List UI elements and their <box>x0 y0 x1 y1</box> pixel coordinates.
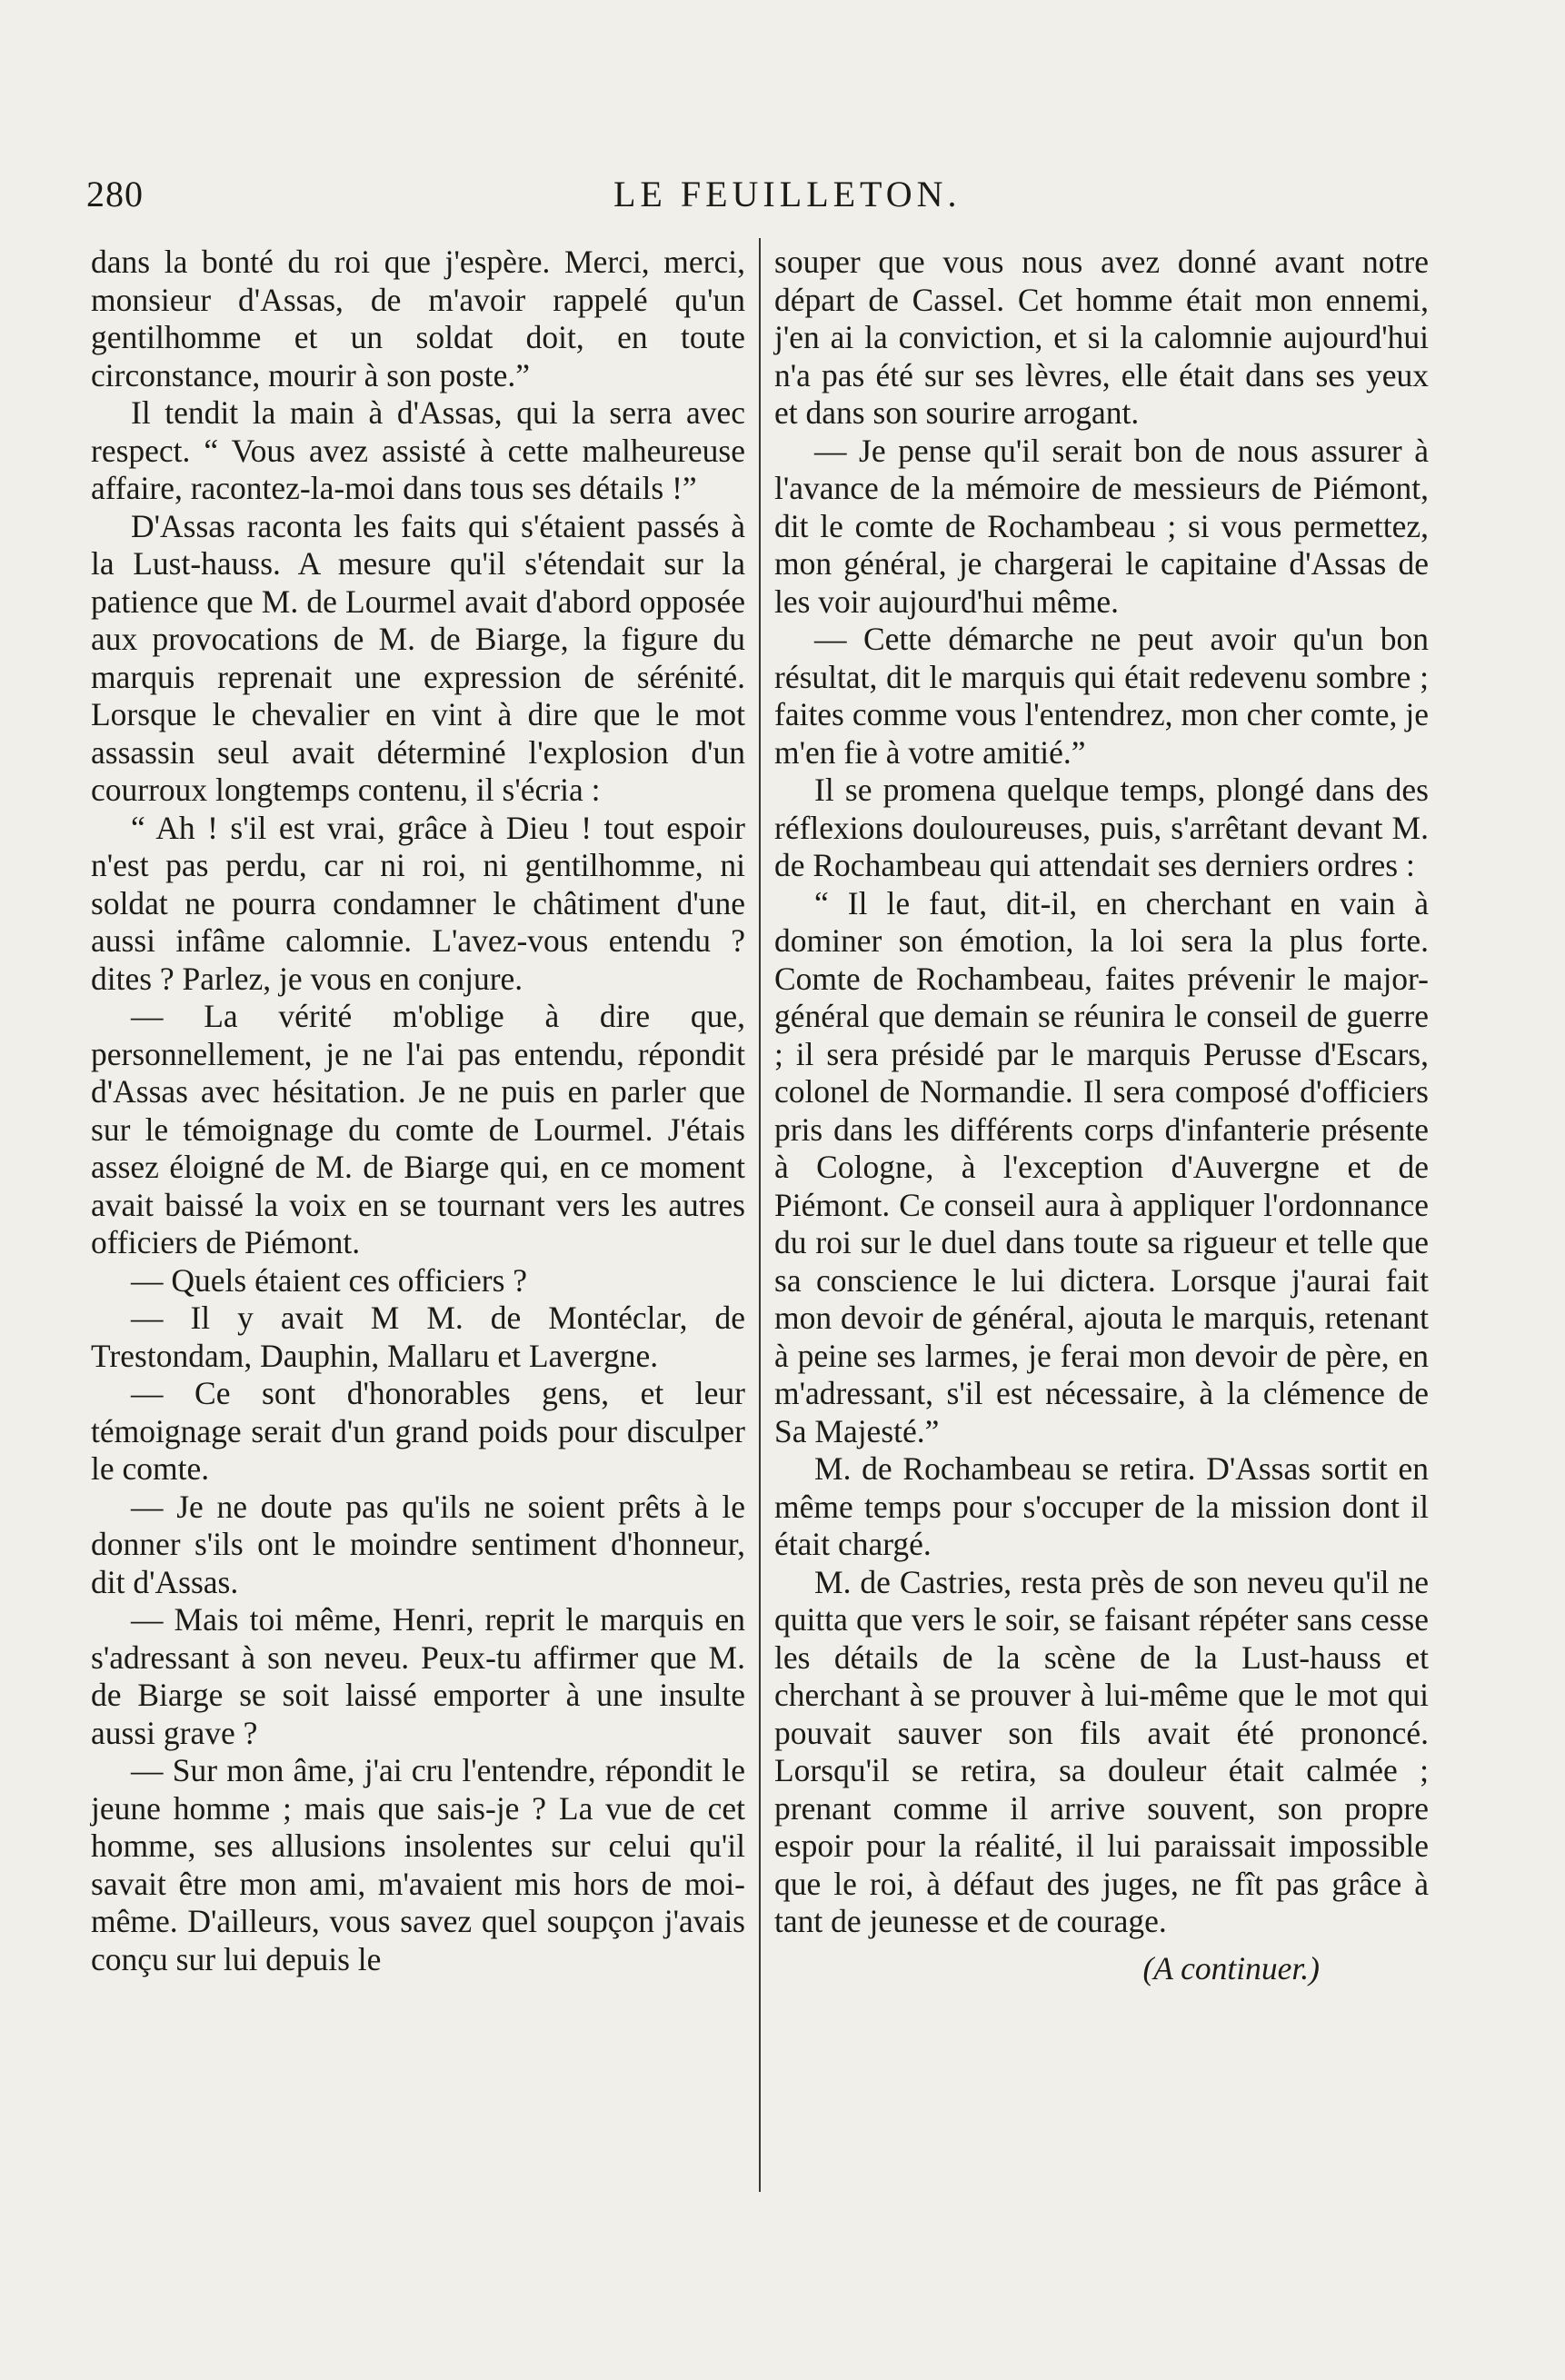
page-header <box>86 173 1422 227</box>
paragraph: “ Ah ! s'il est vrai, grâce à Dieu ! tout espoir n'est pas perdu, car ni roi, ni gentilhomme, ni soldat ne pourra condamner le châtiment d'une aussi infâme calomnie. L'avez-vous entendu ? dites ? Parlez, je vous en conjure. <box>91 809 745 997</box>
continuation-note: (A continuer.) <box>1142 1949 1320 1987</box>
paragraph: M. de Castries, resta près de son neveu qu'il ne quitta que vers le soir, se faisant répéter sans cesse les détails de la scène de la Lust-hauss et cherchant à se prouver à lui-même que le mot qui pouvait sauver son fils avait été prononcé. Lorsqu'il se retira, sa douleur était calmée ; prenant comme il arrive souvent, son propre espoir pour la réalité, il lui paraissait impossible que le roi, à défaut des juges, ne fît pas grâce à tant de jeunesse et de courage. <box>774 1563 1429 1939</box>
paragraph: dans la bonté du roi que j'espère. Merci, merci, monsieur d'Assas, de m'avoir rappelé qu'un gentilhomme et un soldat doit, en toute circonstance, mourir à son poste.” <box>91 244 745 393</box>
column-divider <box>759 238 761 2192</box>
page-number: 280 <box>86 174 144 214</box>
right-column <box>774 244 1429 1987</box>
paragraph: — Cette démarche ne peut avoir qu'un bon résultat, dit le marquis qui était redevenu sombre ; faites comme vous l'entendrez, mon cher comte, je m'en fie à votre amitié.” <box>774 621 1429 771</box>
paragraph: — Il y avait M M. de Montéclar, de Trestondam, Dauphin, Mallaru et Lavergne. <box>91 1300 745 1374</box>
paragraph: — La vérité m'oblige à dire que, personnellement, je ne l'ai pas entendu, répondit d'Assas avec hésitation. Je ne puis en parler que sur le témoignage du comte de Lourmel. J'étais assez éloigné de M. de Biarge qui, en ce moment avait baissé la voix en se tournant vers les autres officiers de Piémont. <box>91 998 745 1260</box>
paragraph: D'Assas raconta les faits qui s'étaient passés à la Lust-hauss. A mesure qu'il s'étendait sur la patience que M. de Lourmel avait d'abord opposée aux provocations de M. de Biarge, la figure du marquis reprenait une expression de sérénité. Lorsque le chevalier en vint à dire que le mot assassin seul avait déterminé l'explosion d'un courroux longtemps contenu, il s'écria : <box>91 507 745 808</box>
running-title: LE FEUILLETON. <box>613 174 962 214</box>
paragraph: Il tendit la main à d'Assas, qui la serra avec respect. “ Vous avez assisté à cette malheureuse affaire, racontez-la-moi dans tous ses détails !” <box>91 394 745 506</box>
paragraph: Il se promena quelque temps, plongé dans des réflexions douloureuses, puis, s'arrêtant devant M. de Rochambeau qui attendait ses derniers ordres : <box>774 772 1429 883</box>
paragraph: — Sur mon âme, j'ai cru l'entendre, répondit le jeune homme ; mais que sais-je ? La vue de cet homme, ses allusions insolentes sur celui qu'il savait être mon ami, m'avaient mis hors de moi-même. D'ailleurs, vous savez quel soupçon j'avais conçu sur lui depuis le <box>91 1752 745 1977</box>
paragraph: — Quels étaient ces officiers ? <box>131 1261 528 1299</box>
paragraph: — Je pense qu'il serait bon de nous assurer à l'avance de la mémoire de messieurs de Piémont, dit le comte de Rochambeau ; si vous permettez, mon général, je chargerai le capitaine d'Assas de les voir aujourd'hui même. <box>774 432 1429 620</box>
paragraph: “ Il le faut, dit-il, en cherchant en vain à dominer son émotion, la loi sera la plus forte. Comte de Rochambeau, faites prévenir le major-général que demain se réunira le conseil de guerre ; il sera présidé par le marquis Perusse d'Escars, colonel de Normandie. Il sera composé d'officiers pris dans les différents corps d'infanterie présente à Cologne, à l'exception d'Auvergne et de Piémont. Ce conseil aura à appliquer l'ordonnance du roi sur le duel dans toute sa rigueur et telle que sa conscience le lui dictera. Lorsque j'aurai fait mon devoir de général, ajouta le marquis, retenant à peine ses larmes, je ferai mon devoir de père, en m'adressant, s'il est nécessaire, à la clémence de Sa Majesté.” <box>774 884 1429 1449</box>
paragraph: — Je ne doute pas qu'ils ne soient prêts à le donner s'ils ont le moindre sentiment d'honneur, dit d'Assas. <box>91 1488 745 1600</box>
paragraph: — Mais toi même, Henri, reprit le marquis en s'adressant à son neveu. Peux-tu affirmer que M. de Biarge se soit laissé emporter à une insulte aussi grave ? <box>91 1601 745 1751</box>
paragraph: souper que vous nous avez donné avant notre départ de Cassel. Cet homme était mon ennemi, j'en ai la conviction, et si la calomnie aujourd'hui n'a pas été sur ses lèvres, elle était dans ses yeux et dans son sourire arrogant. <box>774 244 1429 431</box>
left-column <box>91 244 745 1978</box>
paragraph: — Ce sont d'honorables gens, et leur témoignage serait d'un grand poids pour disculper le comte. <box>91 1375 745 1487</box>
paragraph: M. de Rochambeau se retira. D'Assas sortit en même temps pour s'occuper de la mission dont il était chargé. <box>774 1450 1429 1562</box>
